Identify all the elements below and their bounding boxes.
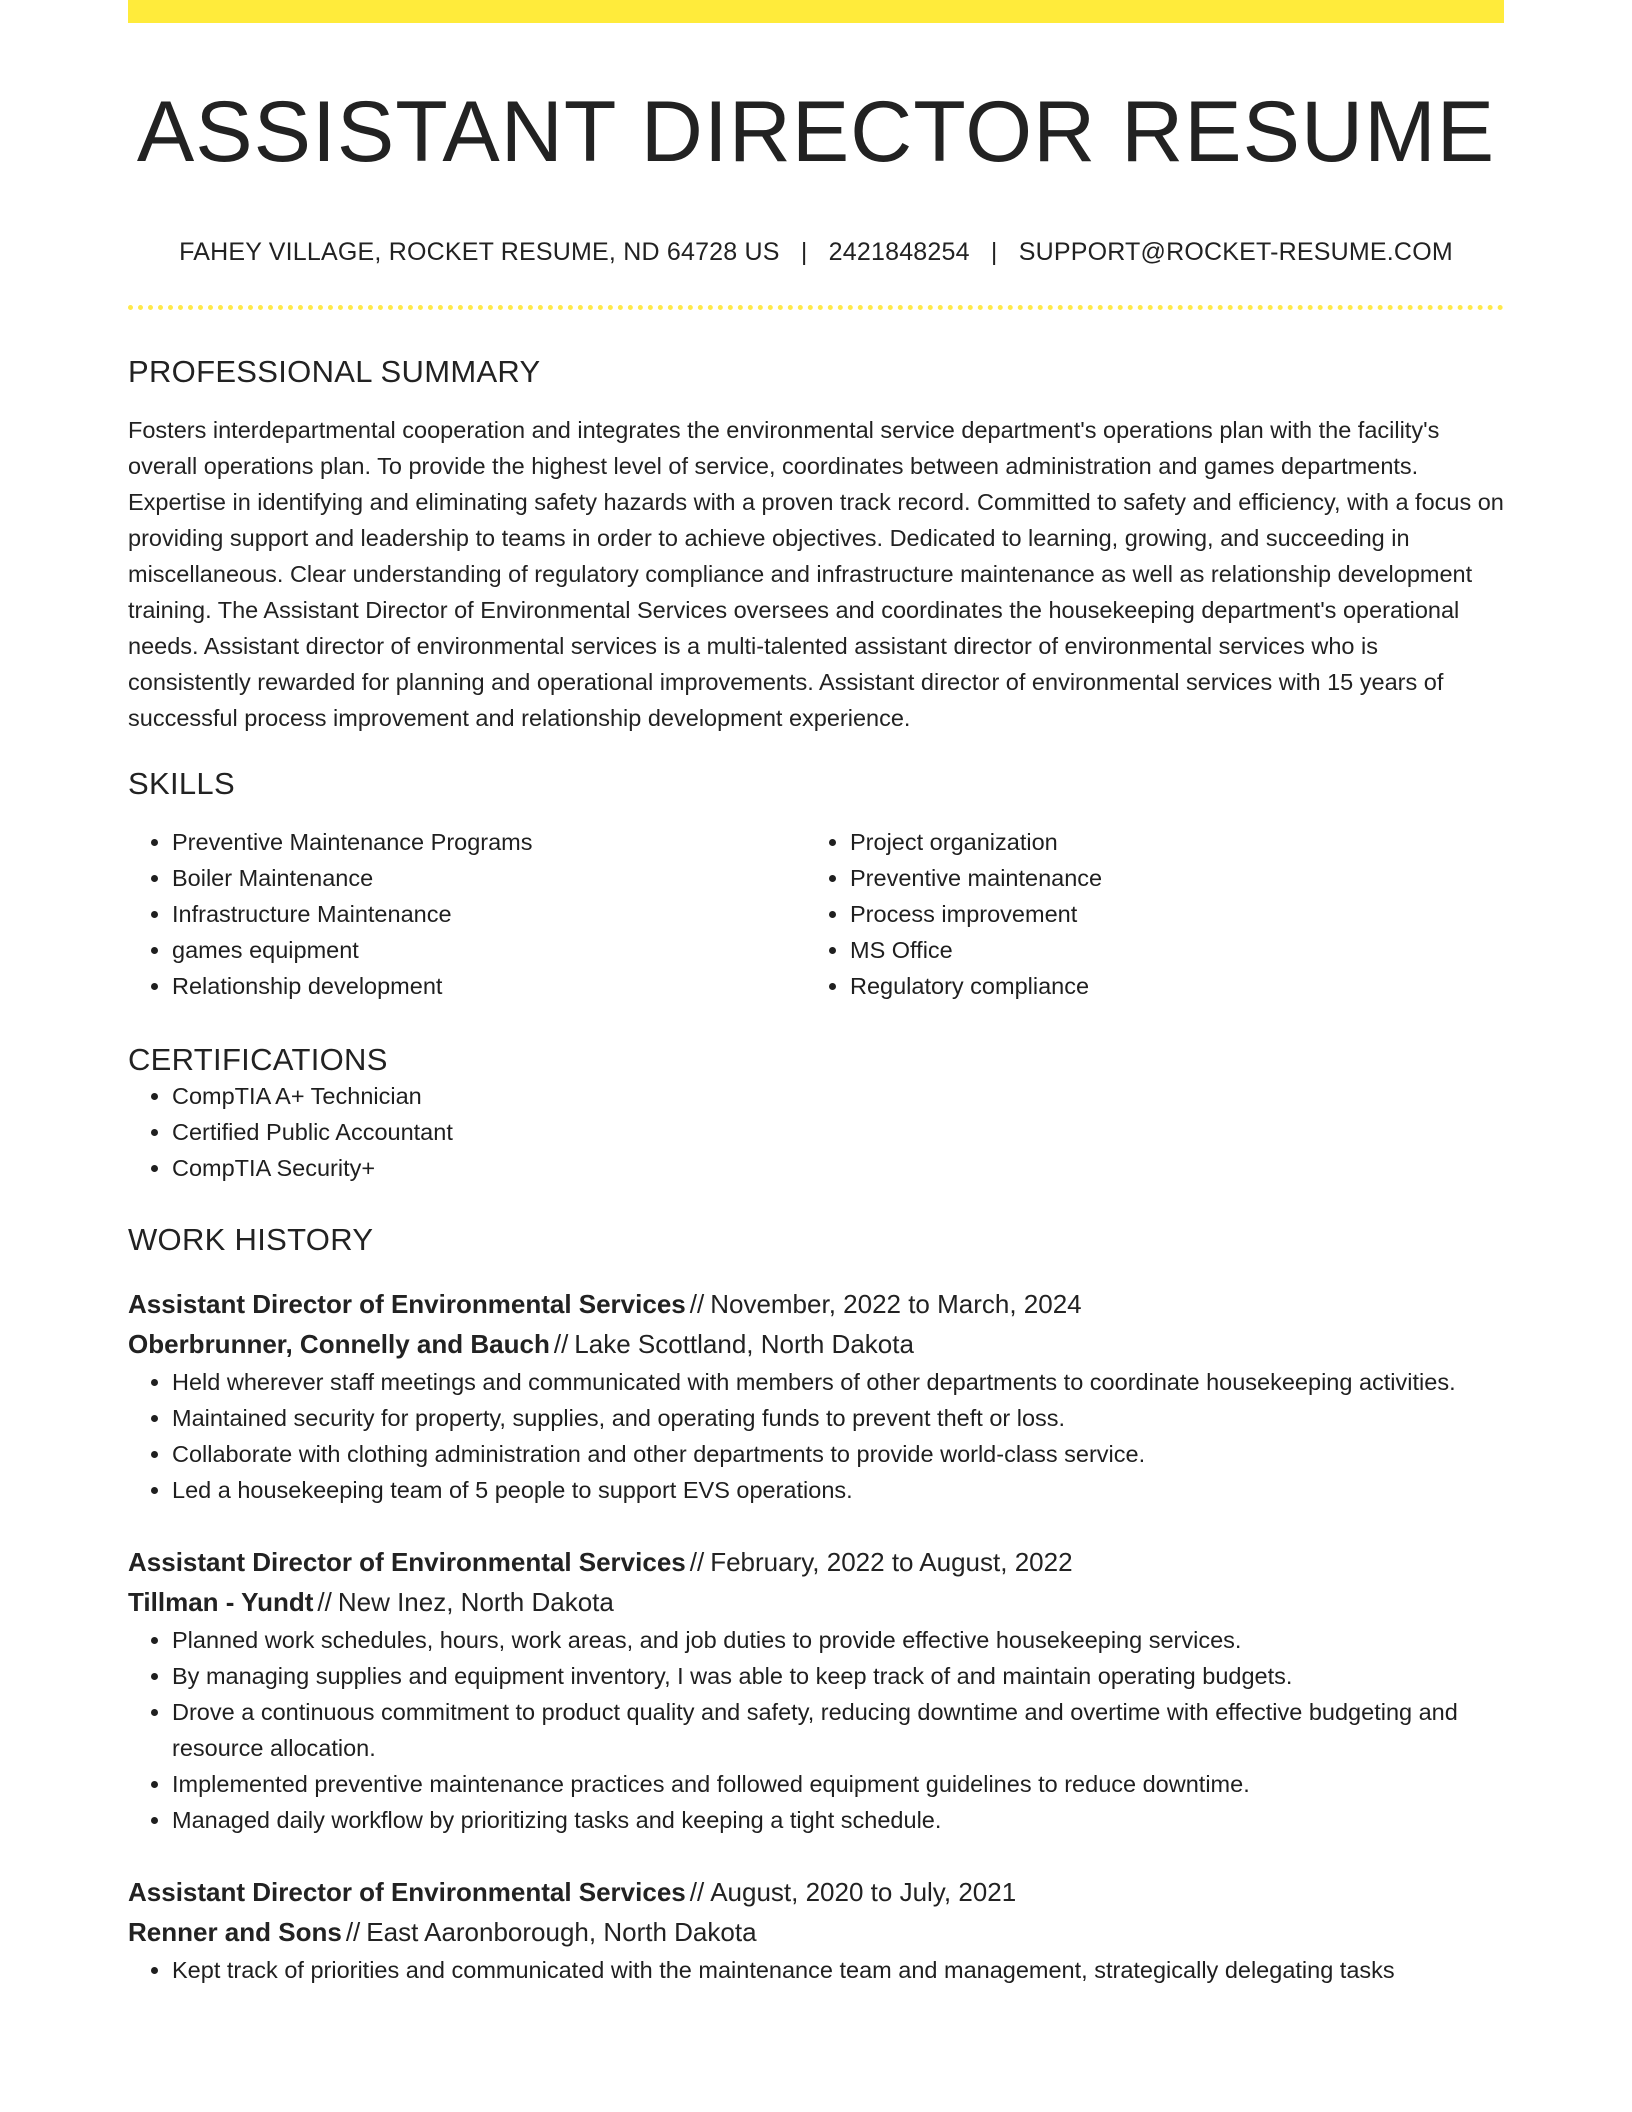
job-bullet: • Managed daily workflow by prioritizing tasks and keeping a tight schedule. [172, 1802, 1504, 1838]
job-bullets [128, 1622, 1504, 1838]
job-location: East Aaronborough, North Dakota [366, 1916, 757, 1947]
job-title-line [128, 1284, 1504, 1324]
skill-item: • Infrastructure Maintenance [172, 896, 806, 932]
job-separator: // [689, 1546, 705, 1577]
job-company: Renner and Sons [128, 1916, 342, 1947]
skill-item: • Preventive maintenance [850, 860, 1484, 896]
skill-item: • Boiler Maintenance [172, 860, 806, 896]
contact-separator: | [800, 237, 808, 266]
skills-grid [128, 824, 1504, 1004]
skill-item: • MS Office [850, 932, 1484, 968]
certifications-list [128, 1078, 1504, 1186]
job-bullet: • Maintained security for property, supplies, and operating funds to prevent theft or loss. [172, 1400, 1504, 1436]
contact-address: FAHEY VILLAGE, ROCKET RESUME, ND 64728 US [179, 237, 780, 266]
skill-item: • Process improvement [850, 896, 1484, 932]
job-location: Lake Scottland, North Dakota [574, 1328, 914, 1359]
job-title: Assistant Director of Environmental Services [128, 1876, 686, 1907]
job-entry [128, 1542, 1504, 1838]
job-bullets [128, 1952, 1504, 1988]
accent-bar [128, 0, 1504, 23]
contact-email: SUPPORT@ROCKET-RESUME.COM [1018, 237, 1453, 266]
skills-column-left [128, 824, 806, 1004]
skill-item: • Relationship development [172, 968, 806, 1004]
certifications-heading: CERTIFICATIONS [128, 1041, 388, 1077]
summary-section [128, 354, 1504, 736]
skills-list-right [806, 824, 1484, 1004]
job-company-line [128, 1324, 1504, 1364]
skills-section [128, 766, 1504, 1004]
job-dates: August, 2020 to July, 2021 [710, 1876, 1017, 1907]
certifications-section [128, 1042, 1504, 1186]
job-bullet: • Held wherever staff meetings and communicated with members of other departments to coordinate housekeeping activities. [172, 1364, 1504, 1400]
job-bullet: • By managing supplies and equipment inventory, I was able to keep track of and maintain operating budgets. [172, 1658, 1504, 1694]
job-separator: // [553, 1328, 569, 1359]
job-separator: // [317, 1586, 332, 1617]
header-divider [128, 305, 1504, 310]
work-history-heading: WORK HISTORY [128, 1221, 374, 1257]
job-location: New Inez, North Dakota [337, 1586, 614, 1617]
job-bullet: • Collaborate with clothing administration and other departments to provide world-class service. [172, 1436, 1504, 1472]
job-dates: February, 2022 to August, 2022 [710, 1546, 1073, 1577]
job-dates: November, 2022 to March, 2024 [710, 1288, 1082, 1319]
job-title: Assistant Director of Environmental Services [128, 1288, 686, 1319]
resume-title: ASSISTANT DIRECTOR RESUME [136, 84, 1496, 180]
job-title-line [128, 1872, 1504, 1912]
job-bullet: • Kept track of priorities and communicated with the maintenance team and management, strategically delegating tasks [172, 1952, 1504, 1988]
job-company-line [128, 1912, 1504, 1952]
skill-item: • Regulatory compliance [850, 968, 1484, 1004]
job-bullet: • Implemented preventive maintenance practices and followed equipment guidelines to reduce downtime. [172, 1766, 1504, 1802]
job-company-line [128, 1582, 1504, 1622]
summary-text: Fosters interdepartmental cooperation and integrates the environmental service department's operations plan with the facility's overall operations plan. To provide the highest level of service, coordinates between administration and games departments. Expertise in identifying and eliminating safety hazards with a proven track record. Committed to safety and efficiency, with a focus on providing support and leadership to teams in order to achieve objectives. Dedicated to learning, growing, and succeeding in miscellaneous. Clear understanding of regulatory compliance and infrastructure maintenance as well as relationship development training. The Assistant Director of Environmental Services oversees and coordinates the housekeeping department's operational needs. Assistant director of environmental services is a multi-talented assistant director of environmental services who is consistently rewarded for planning and operational improvements. Assistant director of environmental services with 15 years of successful process improvement and relationship development experience. [128, 416, 1504, 731]
job-bullet: • Planned work schedules, hours, work areas, and job duties to provide effective housekeeping services. [172, 1622, 1504, 1658]
job-bullet: • Led a housekeeping team of 5 people to support EVS operations. [172, 1472, 1504, 1508]
job-separator: // [689, 1876, 705, 1907]
contact-phone: 2421848254 [828, 237, 970, 266]
summary-heading: PROFESSIONAL SUMMARY [128, 353, 541, 389]
skills-list-left [128, 824, 806, 1004]
job-bullet: • Drove a continuous commitment to product quality and safety, reducing downtime and overtime with effective budgeting and resource allocation. [172, 1694, 1504, 1766]
job-title-line [128, 1542, 1504, 1582]
skill-item: • Preventive Maintenance Programs [172, 824, 806, 860]
skills-heading: SKILLS [128, 765, 235, 801]
contact-separator: | [990, 237, 998, 266]
certification-item: • CompTIA A+ Technician [172, 1078, 1504, 1114]
job-bullets [128, 1364, 1504, 1508]
job-entry [128, 1284, 1504, 1508]
certification-item: • CompTIA Security+ [172, 1150, 1504, 1186]
work-history-section [128, 1222, 1504, 1988]
job-title: Assistant Director of Environmental Services [128, 1546, 686, 1577]
skills-column-right [806, 824, 1484, 1004]
job-separator: // [689, 1288, 705, 1319]
job-company: Oberbrunner, Connelly and Bauch [128, 1328, 550, 1359]
certification-item: • Certified Public Accountant [172, 1114, 1504, 1150]
job-separator: // [345, 1916, 361, 1947]
skill-item: • Project organization [850, 824, 1484, 860]
skill-item: • games equipment [172, 932, 806, 968]
job-entry [128, 1872, 1504, 1988]
job-company: Tillman - Yundt [128, 1586, 314, 1617]
resume-page [128, 0, 1504, 1988]
contact-line [128, 238, 1504, 267]
